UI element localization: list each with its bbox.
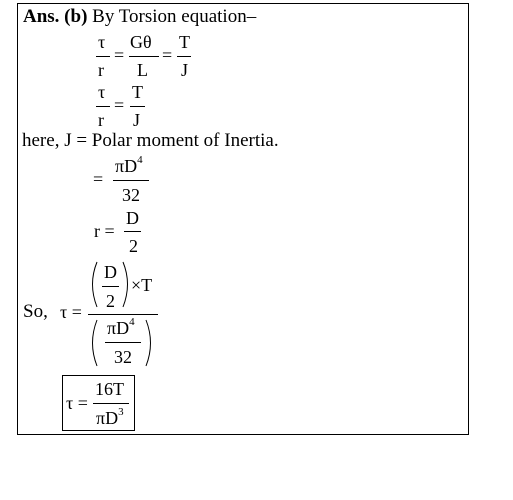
- eq1-equals-1: =: [114, 45, 125, 65]
- so-label: So,: [23, 301, 48, 322]
- polar-moment-line: here, J = Polar moment of Inertia.: [22, 130, 279, 151]
- so-main-fraction-bar: [88, 314, 158, 315]
- so-two: 2: [106, 291, 115, 311]
- so-inner-bar-2: [105, 342, 141, 343]
- so-pi-d: $\pi D^4$: [107, 316, 135, 338]
- eq2-fraction-bar-1: [96, 106, 110, 107]
- eq1-t: T: [179, 32, 190, 52]
- eq2-t: T: [132, 82, 143, 102]
- eq-r-denominator: 2: [129, 236, 138, 256]
- eq1-j: J: [181, 60, 189, 80]
- eq2-equals: =: [114, 95, 125, 115]
- eq-j-fraction-bar: [113, 180, 149, 181]
- eq2-r: r: [98, 110, 104, 130]
- eq-r-numerator: D: [126, 208, 139, 228]
- so-inner-bar-1: [102, 286, 119, 287]
- eq1-fraction-bar-3: [177, 56, 191, 57]
- heading-text: By Torsion equation–: [92, 6, 257, 27]
- eq-j-equals: =: [93, 169, 104, 189]
- eq1-tau: τ: [98, 32, 106, 52]
- eq-r-fraction-bar: [124, 231, 141, 232]
- so-times-t: ×T: [131, 275, 153, 295]
- eq-j-numerator: $\pi D^4$: [115, 154, 143, 176]
- eq1-fraction-bar-2: [129, 56, 159, 57]
- eq-j-denominator: 32: [122, 185, 140, 205]
- eq2-fraction-bar-2: [130, 106, 145, 107]
- so-tau-equals: τ =: [60, 302, 82, 322]
- eq1-r: r: [98, 60, 104, 80]
- eq2-tau: τ: [98, 82, 106, 102]
- so-32: 32: [114, 347, 132, 367]
- eq2-j: J: [133, 110, 141, 130]
- so-d: D: [104, 262, 117, 282]
- result-fraction-bar: [93, 403, 129, 404]
- eq-r-lhs: r =: [94, 221, 115, 241]
- result-denominator: $\pi D^3$: [96, 406, 124, 428]
- eq1-l: L: [137, 60, 148, 80]
- eq1-fraction-bar-1: [96, 56, 110, 57]
- answer-heading: [23, 7, 256, 26]
- result-numerator: 16T: [95, 379, 124, 399]
- result-tau-equals: τ =: [66, 393, 88, 413]
- answer-box: [17, 3, 469, 435]
- answer-prefix: Ans. (b): [23, 6, 88, 27]
- eq1-g-theta: Gθ: [130, 32, 152, 52]
- eq1-equals-2: =: [162, 45, 173, 65]
